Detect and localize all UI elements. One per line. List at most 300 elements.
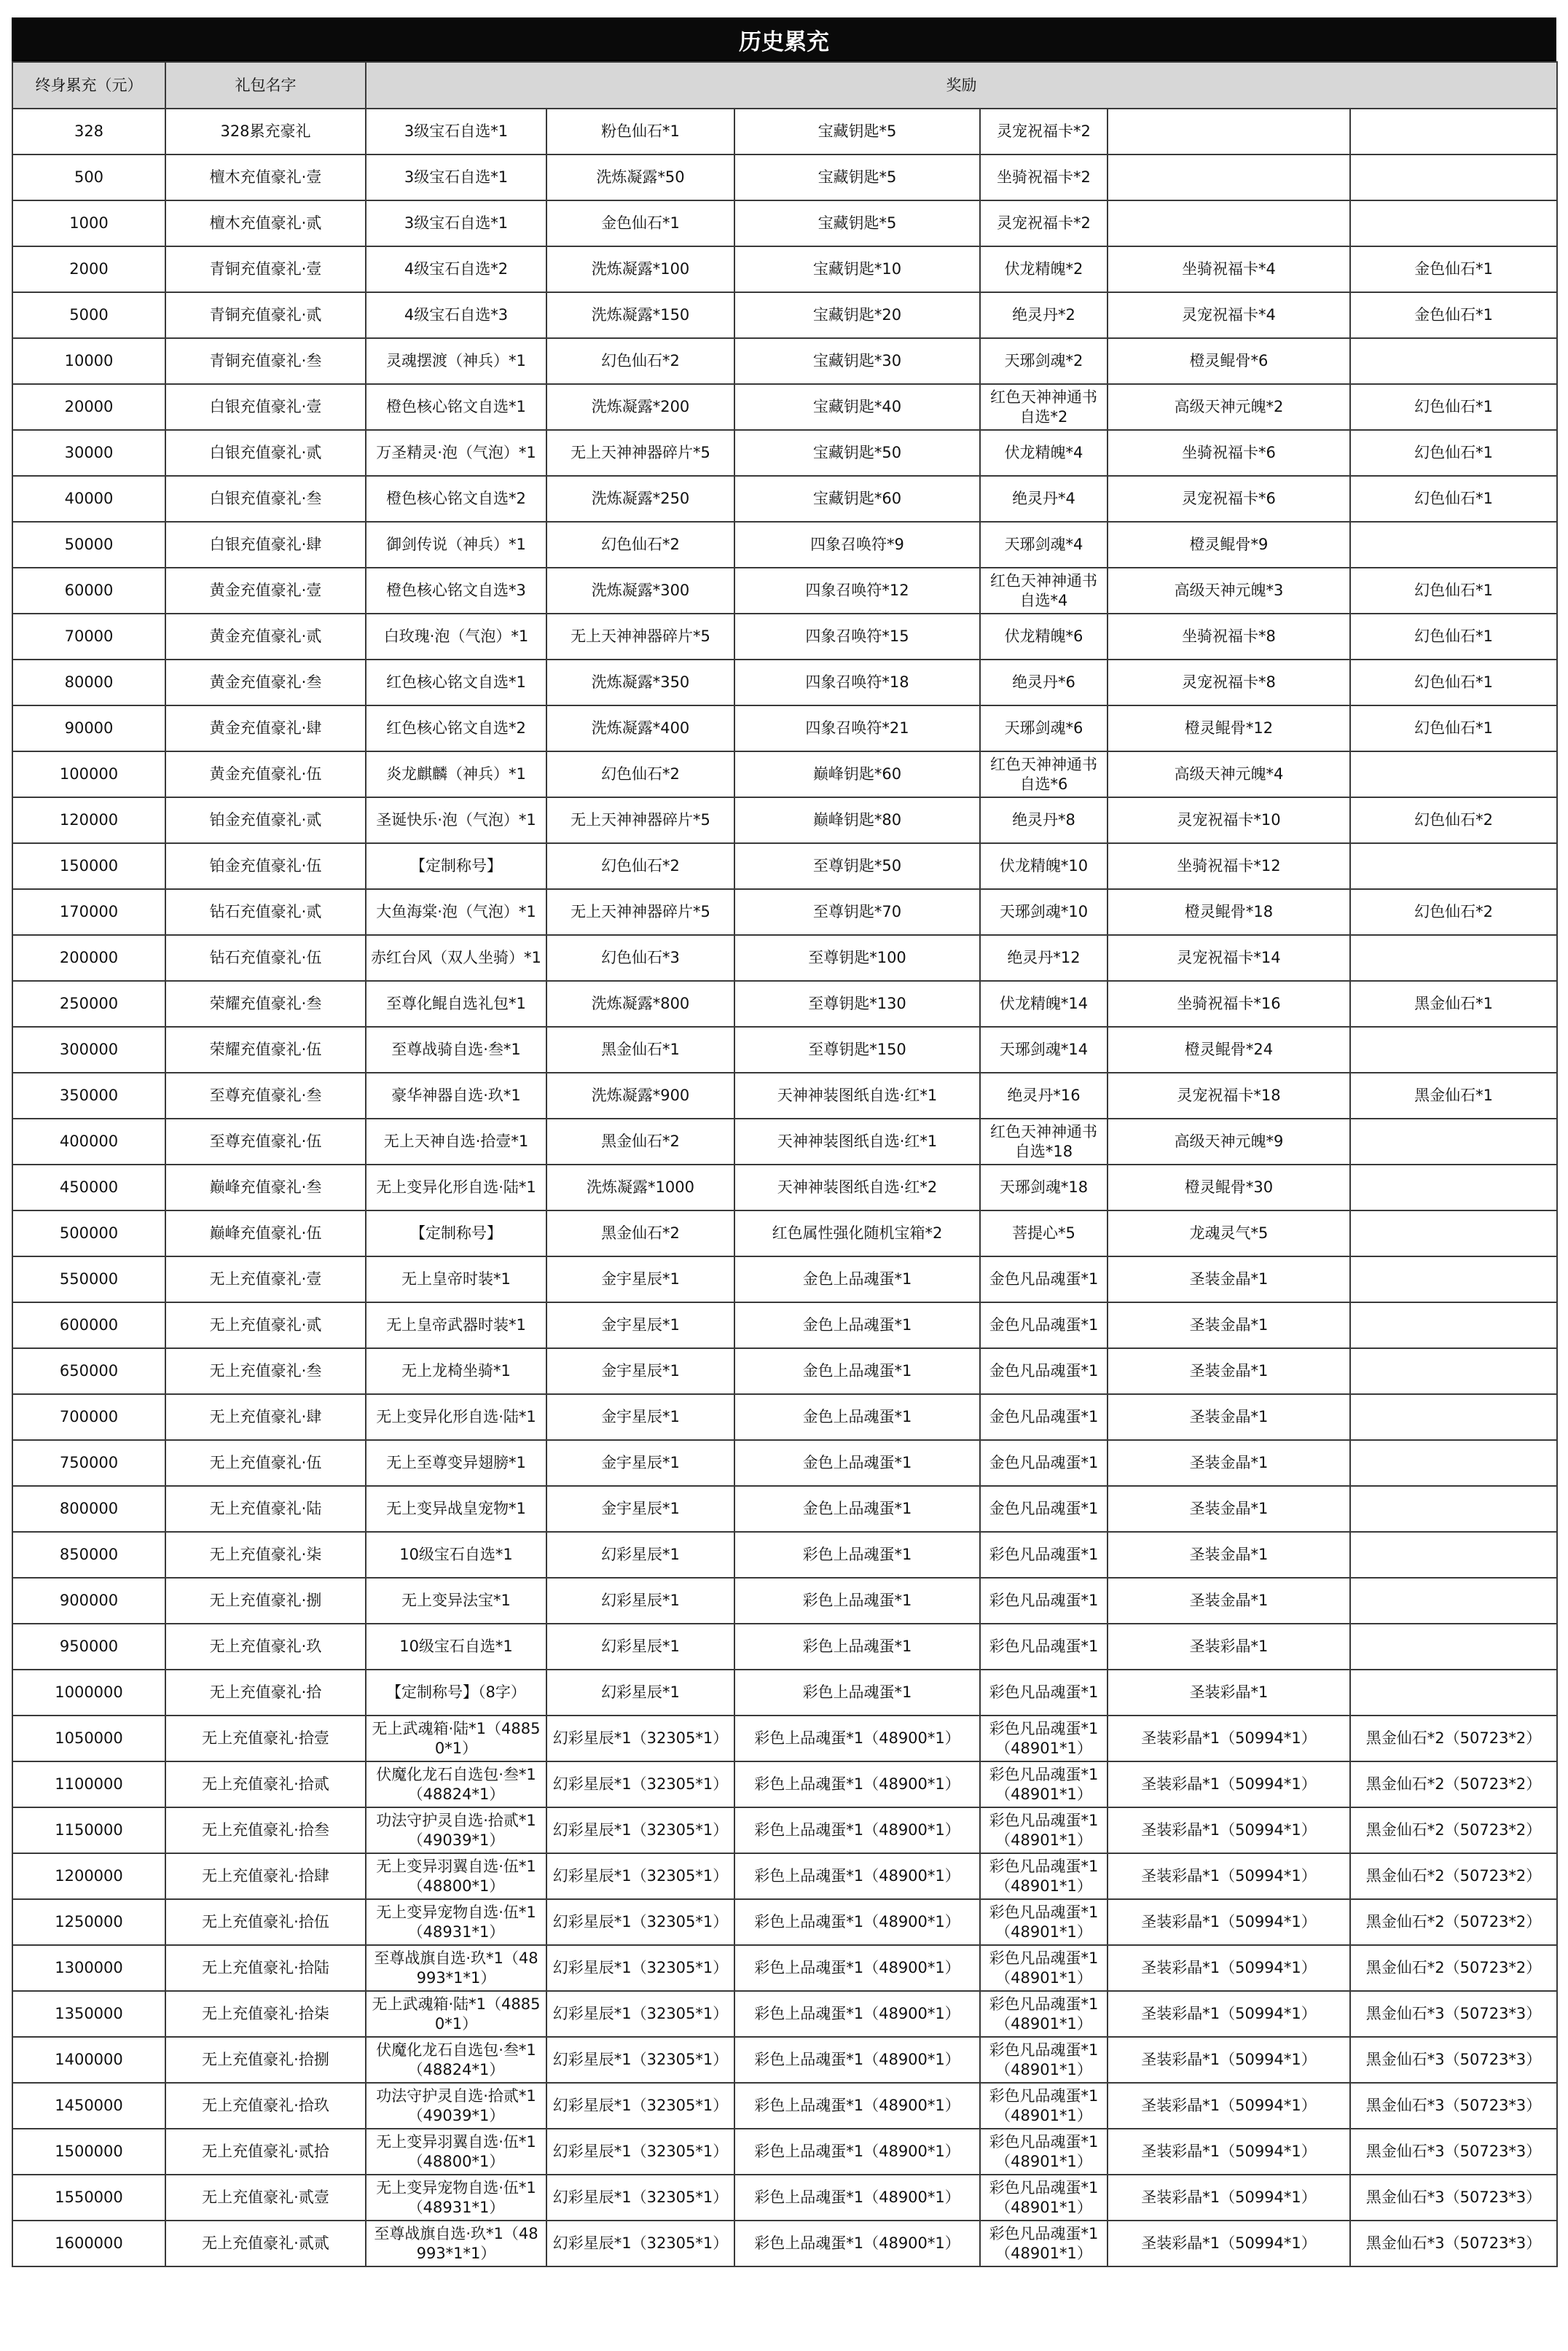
reward-cell: 大鱼海棠·泡（气泡）*1 [366,889,546,935]
reward-cell: 幻色仙石*1 [1350,568,1557,614]
reward-cell: 至尊钥匙*50 [734,843,980,889]
reward-cell: 彩色凡品魂蛋*1（48901*1） [980,1807,1108,1853]
gift-name-cell: 无上充值豪礼·拾叁 [165,1807,366,1853]
reward-cell: 黑金仙石*1 [1350,1073,1557,1119]
reward-cell [1350,1302,1557,1348]
reward-cell: 彩色凡品魂蛋*1 [980,1670,1108,1716]
sheet-title: 历史累充 [12,17,1556,61]
reward-cell: 绝灵丹*6 [980,660,1108,705]
gift-name-cell: 黄金充值豪礼·壹 [165,568,366,614]
total-cell: 150000 [12,843,165,889]
reward-cell: 幻色仙石*1 [1350,660,1557,705]
reward-cell: 红色天神神通书自选*6 [980,751,1108,797]
reward-cell: 幻色仙石*2 [546,751,734,797]
reward-cell: 圣装彩晶*1（50994*1） [1108,2221,1350,2266]
reward-cell: 幻色仙石*2 [546,522,734,568]
reward-cell: 宝藏钥匙*40 [734,384,980,430]
reward-cell: 绝灵丹*4 [980,476,1108,522]
reward-cell: 金宇星辰*1 [546,1394,734,1440]
reward-cell: 四象召唤符*9 [734,522,980,568]
reward-cell: 幻彩星辰*1 [546,1578,734,1624]
reward-cell: 宝藏钥匙*5 [734,154,980,200]
reward-cell: 金宇星辰*1 [546,1486,734,1532]
reward-cell: 至尊钥匙*70 [734,889,980,935]
reward-cell: 至尊钥匙*130 [734,981,980,1027]
gift-name-cell: 檀木充值豪礼·贰 [165,200,366,246]
reward-cell: 黑金仙石*3（50723*3） [1350,2221,1557,2266]
total-cell: 900000 [12,1578,165,1624]
reward-cell: 无上变异宠物自选·伍*1（48931*1） [366,2175,546,2221]
total-cell: 1200000 [12,1853,165,1899]
reward-cell: 灵宠祝福卡*10 [1108,797,1350,843]
reward-cell: 灵宠祝福卡*2 [980,109,1108,154]
reward-cell: 黑金仙石*2（50723*2） [1350,1899,1557,1945]
total-cell: 10000 [12,338,165,384]
recharge-sheet [12,17,1556,2267]
gift-name-cell: 无上充值豪礼·贰贰 [165,2221,366,2266]
reward-cell: 圣装彩晶*1（50994*1） [1108,2037,1350,2083]
reward-cell: 无上变异宠物自选·伍*1（48931*1） [366,1899,546,1945]
reward-cell [1350,1394,1557,1440]
table-row [12,1578,1557,1624]
reward-cell: 天神神装图纸自选·红*2 [734,1165,980,1210]
total-cell: 1300000 [12,1945,165,1991]
reward-cell: 幻彩星辰*1（32305*1） [546,1899,734,1945]
reward-cell: 功法守护灵自选·拾贰*1（49039*1） [366,1807,546,1853]
total-cell: 350000 [12,1073,165,1119]
reward-cell: 幻彩星辰*1 [546,1532,734,1578]
reward-cell: 金宇星辰*1 [546,1256,734,1302]
total-cell: 1450000 [12,2083,165,2129]
reward-cell: 绝灵丹*8 [980,797,1108,843]
reward-cell: 金色上品魂蛋*1 [734,1348,980,1394]
table-row [12,1624,1557,1670]
total-cell: 300000 [12,1027,165,1073]
reward-cell: 圣装彩晶*1（50994*1） [1108,1807,1350,1853]
reward-cell: 粉色仙石*1 [546,109,734,154]
header-name: 礼包名字 [165,62,366,109]
reward-cell: 洗炼凝露*150 [546,292,734,338]
reward-cell: 菩提心*5 [980,1210,1108,1256]
table-row [12,1440,1557,1486]
reward-cell: 圣装金晶*1 [1108,1256,1350,1302]
gift-name-cell: 铂金充值豪礼·贰 [165,797,366,843]
gift-name-cell: 无上充值豪礼·拾肆 [165,1853,366,1899]
reward-cell: 彩色上品魂蛋*1（48900*1） [734,2129,980,2175]
total-cell: 120000 [12,797,165,843]
reward-cell: 无上龙椅坐骑*1 [366,1348,546,1394]
reward-cell [1350,1440,1557,1486]
reward-cell: 圣装彩晶*1（50994*1） [1108,1945,1350,1991]
reward-cell: 幻彩星辰*1 [546,1624,734,1670]
reward-cell: 橙色核心铭文自选*2 [366,476,546,522]
table-row [12,109,1557,154]
reward-cell: 洗炼凝露*800 [546,981,734,1027]
gift-name-cell: 无上充值豪礼·贰 [165,1302,366,1348]
reward-cell: 伏龙精魄*2 [980,246,1108,292]
reward-cell: 伏魔化龙石自选包·叁*1（48824*1） [366,1761,546,1807]
reward-cell: 炎龙麒麟（神兵）*1 [366,751,546,797]
reward-cell: 灵宠祝福卡*2 [980,200,1108,246]
reward-cell: 彩色上品魂蛋*1（48900*1） [734,1945,980,1991]
reward-cell: 四象召唤符*12 [734,568,980,614]
reward-cell: 幻色仙石*2 [546,843,734,889]
reward-cell: 彩色凡品魂蛋*1 [980,1578,1108,1624]
total-cell: 1100000 [12,1761,165,1807]
reward-cell: 至尊钥匙*150 [734,1027,980,1073]
reward-cell: 龙魂灵气*5 [1108,1210,1350,1256]
gift-name-cell: 无上充值豪礼·拾柒 [165,1991,366,2037]
reward-cell: 天琊剑魂*18 [980,1165,1108,1210]
reward-cell: 彩色凡品魂蛋*1（48901*1） [980,2175,1108,2221]
reward-cell: 至尊钥匙*100 [734,935,980,981]
reward-cell: 黑金仙石*3（50723*3） [1350,2175,1557,2221]
table-row [12,2037,1557,2083]
reward-cell: 坐骑祝福卡*8 [1108,614,1350,660]
reward-cell: 灵宠祝福卡*4 [1108,292,1350,338]
table-row [12,614,1557,660]
reward-cell: 3级宝石自选*1 [366,109,546,154]
reward-cell: 幻彩星辰*1（32305*1） [546,1761,734,1807]
reward-cell: 圣诞快乐·泡（气泡）*1 [366,797,546,843]
total-cell: 500000 [12,1210,165,1256]
reward-cell: 红色核心铭文自选*1 [366,660,546,705]
reward-cell: 圣装彩晶*1（50994*1） [1108,2175,1350,2221]
reward-cell: 金宇星辰*1 [546,1440,734,1486]
reward-cell: 宝藏钥匙*5 [734,200,980,246]
reward-cell: 金色凡品魂蛋*1 [980,1256,1108,1302]
reward-cell: 至尊战骑自选·叁*1 [366,1027,546,1073]
reward-cell: 洗炼凝露*50 [546,154,734,200]
reward-cell: 灵宠祝福卡*14 [1108,935,1350,981]
gift-name-cell: 白银充值豪礼·贰 [165,430,366,476]
gift-name-cell: 白银充值豪礼·壹 [165,384,366,430]
reward-cell: 金色上品魂蛋*1 [734,1256,980,1302]
reward-cell [1108,109,1350,154]
gift-name-cell: 无上充值豪礼·肆 [165,1394,366,1440]
reward-cell: 圣装彩晶*1（50994*1） [1108,2083,1350,2129]
gift-name-cell: 无上充值豪礼·拾伍 [165,1899,366,1945]
table-row [12,1165,1557,1210]
reward-cell: 幻色仙石*1 [1350,476,1557,522]
reward-cell [1108,200,1350,246]
reward-cell: 四象召唤符*21 [734,705,980,751]
reward-cell: 宝藏钥匙*30 [734,338,980,384]
reward-cell: 灵魂摆渡（神兵）*1 [366,338,546,384]
reward-cell: 金色仙石*1 [546,200,734,246]
reward-cell: 洗炼凝露*100 [546,246,734,292]
reward-cell: 【定制称号】 [366,843,546,889]
total-cell: 1400000 [12,2037,165,2083]
reward-cell: 彩色上品魂蛋*1（48900*1） [734,2221,980,2266]
reward-cell [1350,522,1557,568]
reward-cell [1350,1210,1557,1256]
reward-cell: 幻彩星辰*1（32305*1） [546,2037,734,2083]
reward-cell: 橙灵鲲骨*30 [1108,1165,1350,1210]
reward-cell: 彩色上品魂蛋*1（48900*1） [734,1807,980,1853]
table-row [12,1991,1557,2037]
gift-name-cell: 无上充值豪礼·拾陆 [165,1945,366,1991]
reward-cell: 无上变异羽翼自选·伍*1（48800*1） [366,1853,546,1899]
table-row [12,705,1557,751]
reward-cell: 黑金仙石*2（50723*2） [1350,1807,1557,1853]
reward-cell: 彩色上品魂蛋*1（48900*1） [734,2083,980,2129]
reward-cell: 彩色上品魂蛋*1（48900*1） [734,1853,980,1899]
total-cell: 700000 [12,1394,165,1440]
reward-cell: 4级宝石自选*3 [366,292,546,338]
reward-cell: 圣装金晶*1 [1108,1578,1350,1624]
gift-name-cell: 巅峰充值豪礼·伍 [165,1210,366,1256]
total-cell: 650000 [12,1348,165,1394]
gift-name-cell: 黄金充值豪礼·伍 [165,751,366,797]
reward-cell: 无上天神神器碎片*5 [546,430,734,476]
reward-cell: 红色核心铭文自选*2 [366,705,546,751]
reward-cell [1350,1624,1557,1670]
reward-cell: 洗炼凝露*900 [546,1073,734,1119]
reward-cell: 金宇星辰*1 [546,1348,734,1394]
reward-cell: 坐骑祝福卡*4 [1108,246,1350,292]
reward-cell: 彩色上品魂蛋*1（48900*1） [734,1716,980,1761]
reward-cell: 万圣精灵·泡（气泡）*1 [366,430,546,476]
reward-cell: 彩色凡品魂蛋*1（48901*1） [980,1991,1108,2037]
reward-cell: 黑金仙石*1 [546,1027,734,1073]
reward-cell: 圣装金晶*1 [1108,1394,1350,1440]
reward-cell: 圣装彩晶*1（50994*1） [1108,2129,1350,2175]
reward-cell: 彩色上品魂蛋*1 [734,1532,980,1578]
reward-cell: 彩色上品魂蛋*1（48900*1） [734,1991,980,2037]
reward-cell: 红色天神神通书自选*18 [980,1119,1108,1165]
reward-cell: 天琊剑魂*14 [980,1027,1108,1073]
reward-cell: 彩色上品魂蛋*1（48900*1） [734,2175,980,2221]
reward-cell: 圣装彩晶*1（50994*1） [1108,1991,1350,2037]
table-row [12,154,1557,200]
gift-name-cell: 青铜充值豪礼·叁 [165,338,366,384]
total-cell: 5000 [12,292,165,338]
total-cell: 1550000 [12,2175,165,2221]
reward-cell: 橙灵鲲骨*6 [1108,338,1350,384]
gift-name-cell: 铂金充值豪礼·伍 [165,843,366,889]
reward-cell: 彩色凡品魂蛋*1（48901*1） [980,1716,1108,1761]
table-row [12,935,1557,981]
table-row [12,1899,1557,1945]
reward-cell: 无上天神自选·拾壹*1 [366,1119,546,1165]
reward-cell: 伏龙精魄*14 [980,981,1108,1027]
reward-cell: 3级宝石自选*1 [366,200,546,246]
total-cell: 90000 [12,705,165,751]
reward-cell: 彩色凡品魂蛋*1（48901*1） [980,1853,1108,1899]
reward-cell: 绝灵丹*12 [980,935,1108,981]
reward-cell: 幻彩星辰*1（32305*1） [546,1807,734,1853]
total-cell: 20000 [12,384,165,430]
table-row [12,568,1557,614]
gift-name-cell: 无上充值豪礼·伍 [165,1440,366,1486]
reward-cell: 红色属性强化随机宝箱*2 [734,1210,980,1256]
reward-cell [1350,154,1557,200]
gift-name-cell: 无上充值豪礼·拾捌 [165,2037,366,2083]
reward-cell: 金宇星辰*1 [546,1302,734,1348]
reward-cell [1350,1348,1557,1394]
total-cell: 1250000 [12,1899,165,1945]
reward-cell: 黑金仙石*2 [546,1210,734,1256]
table-row [12,200,1557,246]
reward-cell: 幻彩星辰*1（32305*1） [546,1991,734,2037]
reward-cell: 橙灵鲲骨*24 [1108,1027,1350,1073]
reward-cell: 彩色凡品魂蛋*1（48901*1） [980,2083,1108,2129]
reward-cell: 宝藏钥匙*50 [734,430,980,476]
table-row [12,1256,1557,1302]
reward-cell: 3级宝石自选*1 [366,154,546,200]
gift-name-cell: 白银充值豪礼·叁 [165,476,366,522]
gift-name-cell: 青铜充值豪礼·贰 [165,292,366,338]
reward-cell: 无上天神神器碎片*5 [546,614,734,660]
reward-cell: 无上变异法宝*1 [366,1578,546,1624]
table-row [12,1853,1557,1899]
reward-cell: 黑金仙石*2（50723*2） [1350,1945,1557,1991]
reward-cell [1350,1486,1557,1532]
total-cell: 1500000 [12,2129,165,2175]
gift-name-cell: 无上充值豪礼·陆 [165,1486,366,1532]
total-cell: 250000 [12,981,165,1027]
reward-cell: 彩色上品魂蛋*1（48900*1） [734,1899,980,1945]
reward-cell: 圣装金晶*1 [1108,1348,1350,1394]
reward-cell: 红色天神神通书自选*4 [980,568,1108,614]
reward-cell: 幻色仙石*1 [1350,614,1557,660]
reward-cell: 至尊战旗自选·玖*1（48993*1*1） [366,1945,546,1991]
reward-cell: 金色仙石*1 [1350,292,1557,338]
reward-cell: 彩色上品魂蛋*1（48900*1） [734,1761,980,1807]
reward-cell: 10级宝石自选*1 [366,1624,546,1670]
table-row [12,338,1557,384]
gift-name-cell: 至尊充值豪礼·叁 [165,1073,366,1119]
reward-cell: 幻色仙石*2 [1350,797,1557,843]
gift-name-cell: 檀木充值豪礼·壹 [165,154,366,200]
total-cell: 1350000 [12,1991,165,2037]
reward-cell: 圣装彩晶*1 [1108,1670,1350,1716]
reward-cell [1350,1119,1557,1165]
reward-cell: 高级天神元魄*2 [1108,384,1350,430]
reward-cell: 灵宠祝福卡*8 [1108,660,1350,705]
reward-cell: 洗炼凝露*400 [546,705,734,751]
gift-name-cell: 至尊充值豪礼·伍 [165,1119,366,1165]
reward-cell: 无上天神神器碎片*5 [546,797,734,843]
reward-cell: 红色天神神通书自选*2 [980,384,1108,430]
reward-cell: 黑金仙石*2（50723*2） [1350,1761,1557,1807]
reward-cell: 橙色核心铭文自选*1 [366,384,546,430]
reward-cell: 幻彩星辰*1（32305*1） [546,1716,734,1761]
reward-cell: 彩色凡品魂蛋*1 [980,1532,1108,1578]
gift-name-cell: 黄金充值豪礼·叁 [165,660,366,705]
reward-cell: 彩色凡品魂蛋*1（48901*1） [980,1761,1108,1807]
reward-cell: 圣装彩晶*1（50994*1） [1108,1716,1350,1761]
reward-cell: 幻色仙石*1 [1350,705,1557,751]
header-total: 终身累充（元） [12,62,165,109]
reward-cell: 四象召唤符*18 [734,660,980,705]
reward-cell [1350,1027,1557,1073]
reward-cell: 坐骑祝福卡*6 [1108,430,1350,476]
reward-cell: 4级宝石自选*2 [366,246,546,292]
total-cell: 500 [12,154,165,200]
total-cell: 50000 [12,522,165,568]
reward-cell: 幻色仙石*2 [546,338,734,384]
header-reward: 奖励 [366,62,1557,109]
total-cell: 550000 [12,1256,165,1302]
reward-cell: 橙灵鲲骨*9 [1108,522,1350,568]
reward-cell: 圣装彩晶*1（50994*1） [1108,1853,1350,1899]
gift-name-cell: 无上充值豪礼·捌 [165,1578,366,1624]
reward-cell: 绝灵丹*2 [980,292,1108,338]
table-row [12,1302,1557,1348]
gift-name-cell: 无上充值豪礼·贰壹 [165,2175,366,2221]
reward-cell: 无上变异化形自选·陆*1 [366,1165,546,1210]
reward-cell: 天琊剑魂*6 [980,705,1108,751]
reward-cell: 彩色凡品魂蛋*1（48901*1） [980,1945,1108,1991]
reward-cell: 彩色上品魂蛋*1 [734,1578,980,1624]
table-row [12,1348,1557,1394]
table-row [12,1761,1557,1807]
reward-cell: 黑金仙石*2 [546,1119,734,1165]
table-row [12,1532,1557,1578]
table-row [12,1486,1557,1532]
reward-cell: 橙灵鲲骨*18 [1108,889,1350,935]
reward-cell: 功法守护灵自选·拾贰*1（49039*1） [366,2083,546,2129]
reward-cell: 金色仙石*1 [1350,246,1557,292]
reward-cell: 无上变异战皇宠物*1 [366,1486,546,1532]
reward-cell: 圣装金晶*1 [1108,1486,1350,1532]
reward-cell: 宝藏钥匙*10 [734,246,980,292]
reward-cell: 黑金仙石*2（50723*2） [1350,1853,1557,1899]
reward-cell: 幻彩星辰*1（32305*1） [546,2083,734,2129]
gift-name-cell: 328累充豪礼 [165,109,366,154]
reward-cell: 伏龙精魄*6 [980,614,1108,660]
table-row [12,2175,1557,2221]
reward-cell: 幻色仙石*3 [546,935,734,981]
reward-cell: 洗炼凝露*1000 [546,1165,734,1210]
gift-name-cell: 钻石充值豪礼·伍 [165,935,366,981]
reward-cell: 洗炼凝露*200 [546,384,734,430]
total-cell: 60000 [12,568,165,614]
reward-cell: 【定制称号】 [366,1210,546,1256]
reward-cell: 坐骑祝福卡*16 [1108,981,1350,1027]
reward-cell: 伏龙精魄*10 [980,843,1108,889]
reward-cell: 洗炼凝露*250 [546,476,734,522]
reward-cell: 绝灵丹*16 [980,1073,1108,1119]
reward-cell: 彩色凡品魂蛋*1 [980,1624,1108,1670]
reward-cell: 白玫瑰·泡（气泡）*1 [366,614,546,660]
reward-cell: 无上皇帝武器时装*1 [366,1302,546,1348]
reward-cell: 至尊战旗自选·玖*1（48993*1*1） [366,2221,546,2266]
reward-cell: 圣装彩晶*1 [1108,1624,1350,1670]
reward-cell: 黑金仙石*2（50723*2） [1350,1716,1557,1761]
table-row [12,1945,1557,1991]
reward-cell: 彩色上品魂蛋*1（48900*1） [734,2037,980,2083]
reward-cell [1350,935,1557,981]
total-cell: 170000 [12,889,165,935]
reward-cell: 宝藏钥匙*60 [734,476,980,522]
table-row [12,660,1557,705]
reward-cell: 伏龙精魄*4 [980,430,1108,476]
header-row [12,62,1557,109]
reward-cell: 金色凡品魂蛋*1 [980,1348,1108,1394]
table-body [12,109,1557,2266]
table-row [12,981,1557,1027]
reward-cell: 高级天神元魄*9 [1108,1119,1350,1165]
reward-cell: 天琊剑魂*10 [980,889,1108,935]
reward-cell: 伏魔化龙石自选包·叁*1（48824*1） [366,2037,546,2083]
total-cell: 328 [12,109,165,154]
table-row [12,797,1557,843]
reward-cell: 彩色凡品魂蛋*1（48901*1） [980,2221,1108,2266]
table-row [12,384,1557,430]
